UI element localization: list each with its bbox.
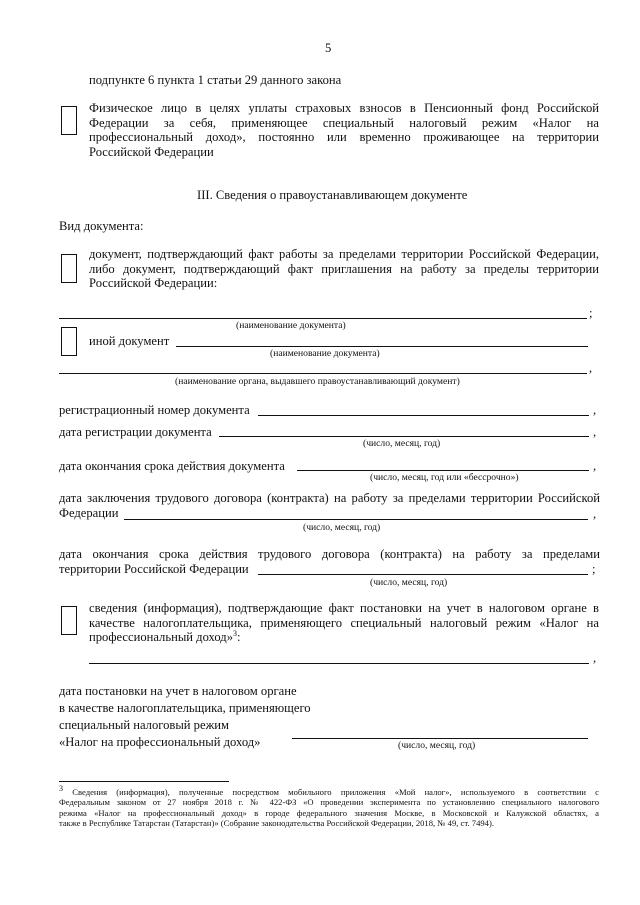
tax-registration-date-line: специальный налоговый режим: [59, 718, 229, 732]
footnote-line: также в Республике Татарстан (Татарстан)» (Собрание законодательства Российской Федерации, 2018, № 49, ст. 7494).: [59, 818, 494, 829]
other-doc-label: иной документ: [89, 334, 170, 348]
contract-end-block: [59, 547, 600, 577]
tax-registration-date-line: дата постановки на учет в налоговом органе: [59, 684, 297, 698]
tax-registration-checkbox[interactable]: [61, 606, 77, 635]
reg-date-caption: (число, месяц, год): [363, 438, 441, 449]
self-employed-checkbox[interactable]: [61, 106, 77, 135]
expiry-label: дата окончания срока действия документа: [59, 459, 285, 473]
tax-registration-date-caption: (число, месяц, год): [398, 740, 476, 751]
tax-registration-line: сведения (информация), подтверждающие факт постановки на учет в налоговом органе в: [89, 601, 599, 615]
tax-registration-line: качестве налогоплательщика, применяющего специальный налоговый режим «Налог на: [89, 615, 599, 630]
doc-name-field[interactable]: [59, 318, 587, 319]
footnote-line: режима «Налог на профессиональный доход» в городе федерального значения Москве, в Московской и Калужской областях, а: [59, 807, 599, 818]
contract-end-line: территории Российской Федерации: [59, 561, 249, 576]
tax-registration-date-line: в качестве налогоплательщика, применяющего: [59, 701, 311, 715]
comma: ,: [593, 403, 597, 417]
comma: ,: [593, 425, 597, 439]
issuer-caption: (наименование органа, выдавшего правоустанавливающий документ): [175, 376, 460, 387]
contract-end-caption: (число, месяц, год): [370, 577, 448, 588]
contract-end-line: дата окончания срока действия трудового договора (контракта) на работу за пределами: [59, 547, 600, 561]
self-employed-option-text: [89, 101, 599, 159]
comma: ,: [593, 651, 597, 665]
contract-conclusion-line: Федерации: [59, 505, 119, 520]
other-doc-name-field[interactable]: [176, 346, 588, 347]
contract-conclusion-caption: (число, месяц, год): [303, 522, 381, 533]
footnote-ref: 3: [233, 628, 238, 638]
semicolon: ;: [589, 306, 593, 320]
tax-registration-date-field[interactable]: [292, 738, 588, 739]
semicolon: ;: [592, 562, 596, 576]
comma: ,: [593, 507, 597, 521]
doc-type-label: Вид документа:: [59, 219, 144, 233]
work-outside-option-text: [89, 247, 599, 291]
self-employed-line: Российской Федерации: [89, 144, 214, 159]
expiry-caption: (число, месяц, год или «бессрочно»): [370, 472, 519, 483]
self-employed-line: профессиональный доход», постоянно или временно проживающее на территории: [89, 130, 599, 144]
continuation-text: подпункте 6 пункта 1 статьи 29 данного закона: [89, 73, 342, 87]
reg-date-label: дата регистрации документа: [59, 425, 212, 439]
comma: ,: [589, 361, 593, 375]
other-doc-checkbox[interactable]: [61, 327, 77, 356]
contract-end-field[interactable]: [258, 574, 588, 575]
tax-registration-date-line: «Налог на профессиональный доход»: [59, 735, 261, 749]
footnote-mark: 3: [59, 784, 63, 794]
page-number: 5: [325, 41, 332, 55]
work-outside-checkbox[interactable]: [61, 254, 77, 283]
reg-number-field[interactable]: [258, 415, 589, 416]
doc-name-caption: (наименование документа): [236, 320, 346, 331]
tax-registration-date-label: [59, 683, 311, 751]
tax-registration-field[interactable]: [89, 663, 589, 664]
work-outside-line: документ, подтверждающий факт работы за пределами территории Российской Федерации,: [89, 247, 599, 261]
footnote-line: Федеральным законом от 27 ноября 2018 г. № 422-ФЗ «О проведении эксперимента по установлению специального налогового: [59, 797, 599, 808]
reg-number-label: регистрационный номер документа: [59, 403, 250, 417]
tax-registration-line: профессиональный доход»$^3$:: [89, 628, 241, 644]
footnote-separator: [59, 781, 229, 782]
footnote-line: $^3$ Сведения (информация), полученные посредством мобильного приложения «Мой налог», используемого в соответствии с: [59, 784, 599, 797]
issuer-field[interactable]: [59, 373, 587, 374]
work-outside-line: Российской Федерации:: [89, 276, 218, 290]
self-employed-line: Федерации за себя, применяющее специальный налоговый режим «Налог на: [89, 115, 599, 130]
contract-conclusion-block: [59, 491, 600, 521]
self-employed-line: Физическое лицо в целях уплаты страховых взносов в Пенсионный фонд Российской: [89, 101, 599, 115]
comma: ,: [593, 459, 597, 473]
work-outside-line: либо документ, подтверждающий факт приглашения на работу за пределы территории: [89, 261, 599, 276]
section-title: III. Сведения о правоустанавливающем документе: [197, 188, 468, 202]
contract-conclusion-field[interactable]: [124, 519, 588, 520]
tax-registration-option-text: [89, 601, 599, 645]
footnote: [59, 784, 599, 829]
reg-date-field[interactable]: [219, 436, 589, 437]
contract-conclusion-line: дата заключения трудового договора (контракта) на работу за пределами территории Российской: [59, 491, 600, 505]
expiry-field[interactable]: [297, 470, 589, 471]
other-doc-caption: (наименование документа): [270, 348, 380, 359]
